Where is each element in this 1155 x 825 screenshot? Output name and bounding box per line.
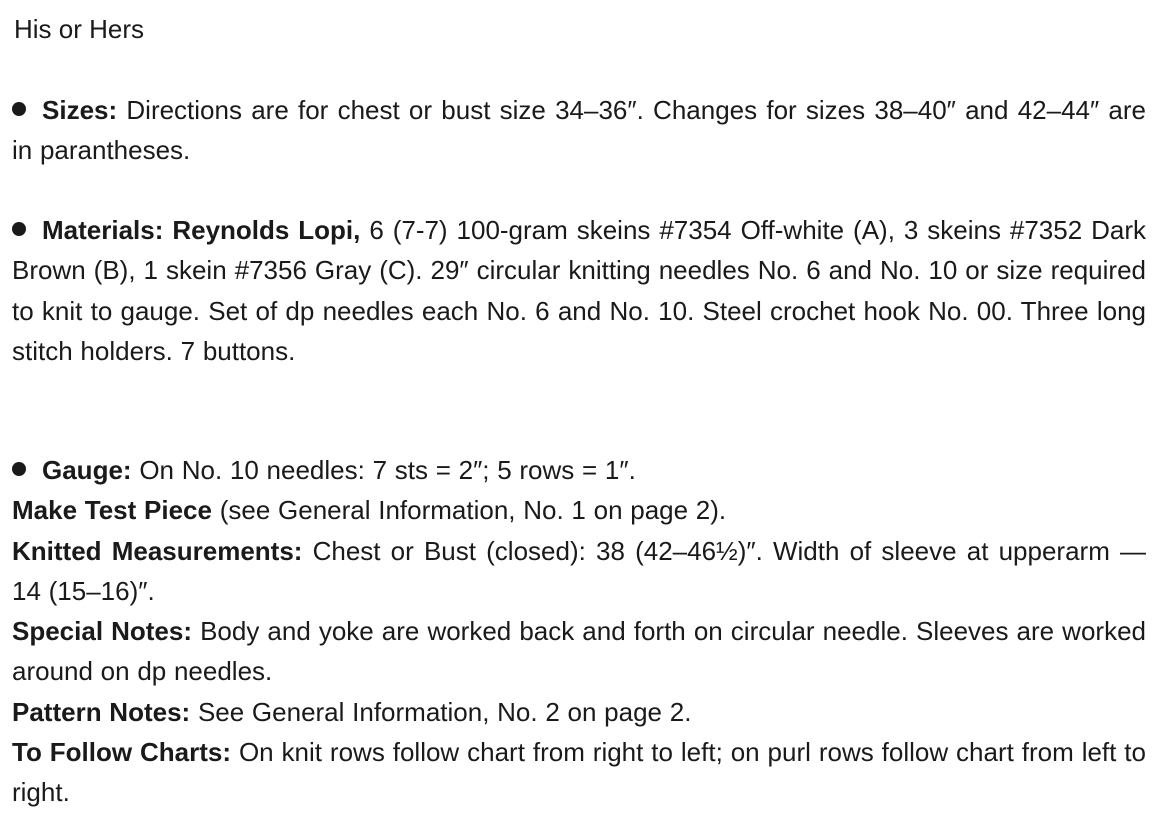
test-piece-line	[12, 490, 1146, 530]
materials-brand: Reynolds Lopi,	[172, 215, 361, 245]
measurements-label: Knitted Measurements:	[12, 535, 303, 566]
sizes-label: Sizes:	[42, 95, 118, 125]
sizes-section	[12, 90, 1146, 171]
materials-label: Materials:	[42, 215, 164, 245]
pattern-notes-line	[12, 692, 1146, 732]
bullet-icon	[12, 102, 26, 116]
special-notes-label: Special Notes:	[12, 616, 193, 647]
bullet-icon	[12, 222, 26, 236]
materials-section	[12, 210, 1146, 371]
gauge-label: Gauge:	[42, 455, 132, 485]
page-heading: His or Hers	[14, 14, 145, 44]
notes-section	[12, 450, 1146, 813]
special-notes-line	[12, 611, 1146, 692]
bullet-icon	[12, 462, 26, 476]
test-piece-label: Make Test Piece	[12, 495, 212, 526]
special-notes-text: Body and yoke are worked back and forth on circular needle. Sleeves are worked around on dp needles.	[12, 616, 1146, 687]
gauge-text: On No. 10 needles: 7 sts = 2″; 5 rows = 1″.	[139, 455, 636, 485]
charts-line	[12, 732, 1146, 813]
pattern-notes-label: Pattern Notes:	[12, 696, 191, 727]
gauge-line	[12, 450, 1146, 490]
charts-label: To Follow Charts:	[12, 737, 232, 768]
test-piece-text: (see General Information, No. 1 on page 2).	[219, 495, 727, 526]
materials-text: 6 (7-7) 100-gram skeins #7354 Off-white (A), 3 skeins #7352 Dark Brown (B), 1 skein #7356 Gray (C). 29″ circular knitting needles No. 6 and No. 10 or size required to knit to gauge. Set of dp needles each No. 6 and No. 10. Steel crochet hook No. 00. Three long stitch holders. 7 buttons.	[12, 215, 1146, 366]
measurements-text: Chest or Bust (closed): 38 (42–46½)″. Width of sleeve at upperarm — 14 (15–16)″.	[12, 535, 1147, 606]
measurements-line	[12, 531, 1146, 612]
pattern-notes-text: See General Information, No. 2 on page 2.	[197, 696, 692, 727]
sizes-text: Directions are for chest or bust size 34–36″. Changes for sizes 38–40″ and 42–44″ are in parantheses.	[12, 95, 1146, 166]
charts-text: On knit rows follow chart from right to left; on purl rows follow chart from left to right.	[12, 737, 1146, 808]
